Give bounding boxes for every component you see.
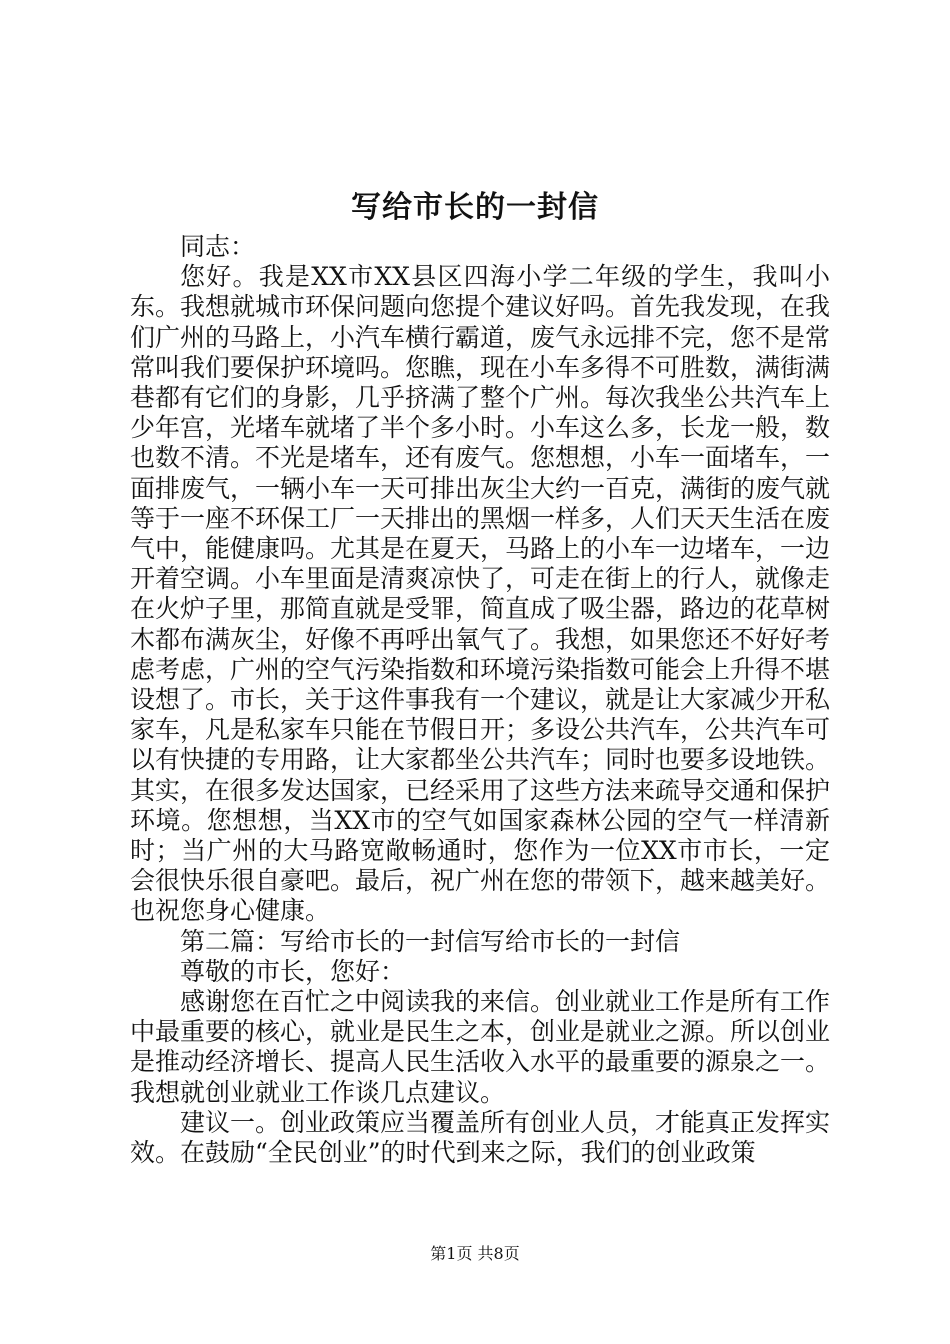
salutation: 同志： xyxy=(180,232,256,261)
page-footer: 第1页 共8页 xyxy=(430,1244,520,1263)
paragraph: 您好。我是XX市XX县区四海小学二年级的学生，我叫小东。我想就城市环保问题向您提个建议好吗。首先我发现，在我们广州的马路上，小汽车横行霸道，废气永远排不完，您不是常常叫我们要保护环境吗。您瞧，现在小车多得不可胜数，满街满巷都有它们的身影，几乎挤满了整个广州。每次我坐公共汽车上少年宫，光堵车就堵了半个多小时。小车这么多，长龙一般，数也数不清。不光是堵车，还有废气。您想想，小车一面堵车，一面排废气，一辆小车一天可排出灰尘大约一百克，满街的废气就等于一座不环保工厂一天排出的黑烟一样多，人们天天生活在废气中，能健康吗。尤其是在夏天，马路上的小车一边堵车，一边开着空调。小车里面是清爽凉快了，可走在街上的行人，就像走在火炉子里，那简直就是受罪，简直成了吸尘器，路边的花草树木都布满灰尘，好像不再呼出氧气了。我想，如果您还不好好考虑考虑，广州的空气污染指数和环境污染指数可能会上升得不堪设想了。市长，关于这件事我有一个建议，就是让大家减少开私家车，凡是私家车只能在节假日开；多设公共汽车，公共汽车可以有快捷的专用路，让大家都坐公共汽车；同时也要多设地铁。其实，在很多发达国家，已经采用了这些方法来疏导交通和保护环境。您想想，当XX市的空气如国家森林公园的空气一样清新时；当广州的大马路宽敞畅通时，您作为一位XX市市长，一定会很快乐很自豪吧。最后，祝广州在您的带领下，越来越美好。也祝您身心健康。 xyxy=(130,262,831,926)
paragraph: 建议一。创业政策应当覆盖所有创业人员，才能真正发挥实效。在鼓励“全民创业”的时代到来之际，我们的创业政策 xyxy=(130,1107,831,1168)
section-heading: 第二篇：写给市长的一封信写给市长的一封信 xyxy=(180,926,681,956)
paragraph: 感谢您在百忙之中阅读我的来信。创业就业工作是所有工作中最重要的核心，就业是民生之本，创业是就业之源。所以创业是推动经济增长、提高人民生活收入水平的最重要的源泉之一。我想就创业就业工作谈几点建议。 xyxy=(130,987,831,1107)
document-body xyxy=(130,232,830,1168)
salutation: 尊敬的市长，您好： xyxy=(180,956,406,986)
document-title: 写给市长的一封信 xyxy=(351,190,599,225)
